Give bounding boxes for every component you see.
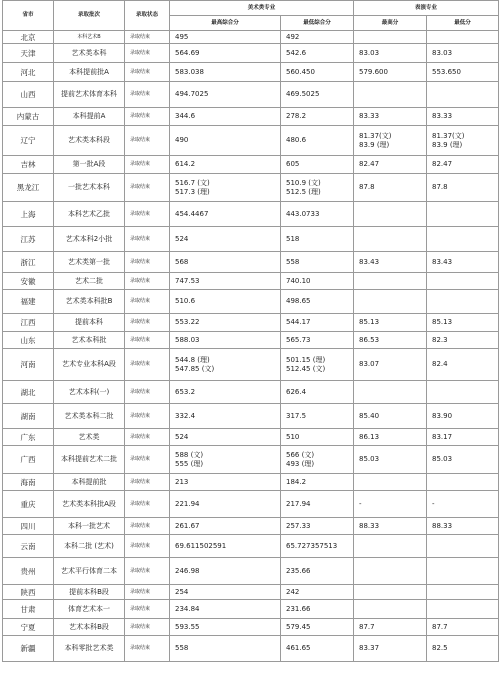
cell-province: 山西 <box>3 82 54 108</box>
cell-art-min: 235.66 <box>281 558 354 585</box>
cell-perf-min: 85.03 <box>427 446 499 474</box>
cell-province: 福建 <box>3 290 54 314</box>
table-row <box>3 202 499 227</box>
cell-perf-max: 82.47 <box>354 156 427 174</box>
cell-province: 新疆 <box>3 636 54 662</box>
cell-province: 宁夏 <box>3 619 54 636</box>
cell-perf-max <box>354 585 427 600</box>
cell-status: 录取结束 <box>125 174 170 202</box>
cell-art-min: 461.65 <box>281 636 354 662</box>
cell-status: 录取结束 <box>125 446 170 474</box>
cell-batch: 艺术二批 <box>54 273 125 290</box>
cell-perf-max <box>354 474 427 491</box>
table-row <box>3 63 499 82</box>
cell-province: 湖北 <box>3 381 54 404</box>
cell-art-min: 217.94 <box>281 491 354 518</box>
cell-art-min: 498.65 <box>281 290 354 314</box>
cell-perf-min: 81.37(文) 83.9 (理) <box>427 126 499 156</box>
cell-art-max: 524 <box>170 429 281 446</box>
cell-art-min: 184.2 <box>281 474 354 491</box>
cell-status: 录取结束 <box>125 636 170 662</box>
cell-art-min: 257.33 <box>281 518 354 535</box>
cell-perf-min: 82.3 <box>427 332 499 349</box>
cell-status: 录取结束 <box>125 619 170 636</box>
cell-batch: 本科提前A <box>54 108 125 126</box>
cell-art-min: 605 <box>281 156 354 174</box>
cell-perf-max: 85.03 <box>354 446 427 474</box>
cell-art-min: 480.6 <box>281 126 354 156</box>
cell-batch: 艺术本科(一) <box>54 381 125 404</box>
cell-batch: 艺术本科批 <box>54 332 125 349</box>
cell-perf-max: 83.43 <box>354 252 427 273</box>
cell-perf-min: 83.17 <box>427 429 499 446</box>
cell-perf-max: 87.7 <box>354 619 427 636</box>
cell-status: 录取结束 <box>125 63 170 82</box>
cell-art-min: 558 <box>281 252 354 273</box>
table-row <box>3 585 499 600</box>
cell-perf-max: 81.37(文) 83.9 (理) <box>354 126 427 156</box>
table-row <box>3 474 499 491</box>
cell-perf-min: 82.5 <box>427 636 499 662</box>
cell-batch: 艺术类第一批 <box>54 252 125 273</box>
table-row <box>3 381 499 404</box>
cell-art-max: 246.98 <box>170 558 281 585</box>
cell-art-max: 588.03 <box>170 332 281 349</box>
cell-batch: 本科一批艺术 <box>54 518 125 535</box>
cell-art-min: 469.5025 <box>281 82 354 108</box>
cell-batch: 艺术本科2小批 <box>54 227 125 252</box>
cell-art-min: 566 (文) 493 (理) <box>281 446 354 474</box>
cell-perf-max <box>354 273 427 290</box>
cell-province: 海南 <box>3 474 54 491</box>
cell-perf-max: 579.600 <box>354 63 427 82</box>
cell-perf-min <box>427 31 499 44</box>
cell-batch: 艺术平行体育二本 <box>54 558 125 585</box>
header-art-max: 最高综合分 <box>170 16 281 31</box>
cell-status: 录取结束 <box>125 227 170 252</box>
cell-status: 录取结束 <box>125 404 170 429</box>
cell-status: 录取结束 <box>125 491 170 518</box>
cell-batch: 提前本科 <box>54 314 125 332</box>
cell-art-min: 443.0733 <box>281 202 354 227</box>
cell-province: 贵州 <box>3 558 54 585</box>
cell-art-max: 490 <box>170 126 281 156</box>
cell-art-min: 565.73 <box>281 332 354 349</box>
cell-perf-min: 83.43 <box>427 252 499 273</box>
cell-province: 河北 <box>3 63 54 82</box>
cell-perf-max: 88.33 <box>354 518 427 535</box>
cell-art-min: 579.45 <box>281 619 354 636</box>
cell-perf-min <box>427 273 499 290</box>
cell-province: 广东 <box>3 429 54 446</box>
cell-province: 湖南 <box>3 404 54 429</box>
table-row <box>3 619 499 636</box>
cell-batch: 本科提前批A <box>54 63 125 82</box>
cell-status: 录取结束 <box>125 474 170 491</box>
cell-perf-max <box>354 600 427 619</box>
cell-perf-max <box>354 558 427 585</box>
table-row <box>3 108 499 126</box>
cell-batch: 艺术专业本科A段 <box>54 349 125 381</box>
cell-art-max: 614.2 <box>170 156 281 174</box>
cell-perf-max <box>354 31 427 44</box>
cell-perf-max: 87.8 <box>354 174 427 202</box>
cell-status: 录取结束 <box>125 290 170 314</box>
table-row <box>3 252 499 273</box>
cell-art-max: 583.038 <box>170 63 281 82</box>
cell-art-max: 69.611502591 <box>170 535 281 558</box>
cell-status: 录取结束 <box>125 273 170 290</box>
cell-status: 录取结束 <box>125 108 170 126</box>
cell-art-min: 626.4 <box>281 381 354 404</box>
cell-province: 云南 <box>3 535 54 558</box>
header-art-min: 最低综合分 <box>281 16 354 31</box>
table-row <box>3 290 499 314</box>
table-row <box>3 156 499 174</box>
header-perf-max: 最高分 <box>354 16 427 31</box>
cell-perf-max: 83.03 <box>354 44 427 63</box>
cell-perf-max <box>354 381 427 404</box>
cell-province: 辽宁 <box>3 126 54 156</box>
cell-batch: 艺术类本科段 <box>54 126 125 156</box>
cell-batch: 第一批A段 <box>54 156 125 174</box>
cell-status: 录取结束 <box>125 558 170 585</box>
cell-perf-min: 85.13 <box>427 314 499 332</box>
cell-batch: 本科零批艺术类 <box>54 636 125 662</box>
table-row <box>3 446 499 474</box>
cell-perf-min: 553.650 <box>427 63 499 82</box>
cell-batch: 艺术类本科批B <box>54 290 125 314</box>
table-body <box>3 31 499 662</box>
cell-art-max: 568 <box>170 252 281 273</box>
cell-batch: 艺术类 <box>54 429 125 446</box>
cell-perf-min <box>427 558 499 585</box>
cell-batch: 提前艺术体育本科 <box>54 82 125 108</box>
cell-art-min: 231.66 <box>281 600 354 619</box>
cell-status: 录取结束 <box>125 381 170 404</box>
cell-art-max: 494.7025 <box>170 82 281 108</box>
cell-province: 山东 <box>3 332 54 349</box>
cell-art-max: 454.4467 <box>170 202 281 227</box>
table-row <box>3 429 499 446</box>
cell-status: 录取结束 <box>125 332 170 349</box>
cell-art-min: 510.9 (文) 512.5 (理) <box>281 174 354 202</box>
cell-art-max: 516.7 (文) 517.3 (理) <box>170 174 281 202</box>
cell-province: 江苏 <box>3 227 54 252</box>
cell-province: 内蒙古 <box>3 108 54 126</box>
cell-status: 录取结束 <box>125 600 170 619</box>
cell-art-min: 65.727357513 <box>281 535 354 558</box>
cell-status: 录取结束 <box>125 518 170 535</box>
cell-art-min: 501.15 (理) 512.45 (文) <box>281 349 354 381</box>
cell-perf-min: 87.8 <box>427 174 499 202</box>
cell-batch: 艺术类本科二批 <box>54 404 125 429</box>
cell-art-max: 593.55 <box>170 619 281 636</box>
cell-perf-max <box>354 535 427 558</box>
cell-art-min: 510 <box>281 429 354 446</box>
cell-perf-max: 86.53 <box>354 332 427 349</box>
table-row <box>3 491 499 518</box>
cell-province: 四川 <box>3 518 54 535</box>
cell-perf-min: 83.03 <box>427 44 499 63</box>
cell-status: 录取结束 <box>125 252 170 273</box>
cell-perf-max: 83.37 <box>354 636 427 662</box>
cell-perf-min: - <box>427 491 499 518</box>
cell-art-max: 524 <box>170 227 281 252</box>
cell-status: 录取结束 <box>125 82 170 108</box>
cell-perf-min: 82.47 <box>427 156 499 174</box>
cell-perf-min: 88.33 <box>427 518 499 535</box>
cell-status: 录取结束 <box>125 429 170 446</box>
cell-art-max: 332.4 <box>170 404 281 429</box>
cell-status: 录取结束 <box>125 156 170 174</box>
cell-status: 录取结束 <box>125 126 170 156</box>
cell-province: 陕西 <box>3 585 54 600</box>
cell-status: 录取结束 <box>125 202 170 227</box>
table-row <box>3 82 499 108</box>
cell-perf-min: 87.7 <box>427 619 499 636</box>
cell-art-max: 510.6 <box>170 290 281 314</box>
cell-province: 上海 <box>3 202 54 227</box>
cell-perf-max <box>354 82 427 108</box>
cell-status: 录取结束 <box>125 44 170 63</box>
table-row <box>3 31 499 44</box>
cell-art-max: 588 (文) 555 (理) <box>170 446 281 474</box>
table-row <box>3 227 499 252</box>
cell-province: 河南 <box>3 349 54 381</box>
cell-batch: 本科艺术乙批 <box>54 202 125 227</box>
cell-perf-min: 82.4 <box>427 349 499 381</box>
cell-art-max: 747.53 <box>170 273 281 290</box>
cell-perf-max <box>354 227 427 252</box>
cell-art-max: 213 <box>170 474 281 491</box>
cell-batch: 本科二批 (艺术) <box>54 535 125 558</box>
cell-perf-min: 83.33 <box>427 108 499 126</box>
cell-perf-min <box>427 202 499 227</box>
table-row <box>3 349 499 381</box>
table-row <box>3 126 499 156</box>
cell-art-min: 518 <box>281 227 354 252</box>
cell-batch: 一批艺术本科 <box>54 174 125 202</box>
cell-art-max: 558 <box>170 636 281 662</box>
cell-perf-min <box>427 474 499 491</box>
cell-perf-max: 85.40 <box>354 404 427 429</box>
cell-perf-min <box>427 290 499 314</box>
cell-art-max: 653.2 <box>170 381 281 404</box>
cell-province: 黑龙江 <box>3 174 54 202</box>
cell-perf-max: - <box>354 491 427 518</box>
cell-perf-max <box>354 202 427 227</box>
cell-perf-max: 83.33 <box>354 108 427 126</box>
cell-province: 甘肃 <box>3 600 54 619</box>
cell-art-min: 242 <box>281 585 354 600</box>
table-row <box>3 535 499 558</box>
table-row <box>3 273 499 290</box>
cell-province: 江西 <box>3 314 54 332</box>
cell-art-max: 553.22 <box>170 314 281 332</box>
cell-perf-max <box>354 290 427 314</box>
cell-province: 浙江 <box>3 252 54 273</box>
table-row <box>3 404 499 429</box>
table-row <box>3 314 499 332</box>
cell-batch: 本科提前批 <box>54 474 125 491</box>
cell-status: 录取结束 <box>125 585 170 600</box>
cell-province: 吉林 <box>3 156 54 174</box>
header-perf-min: 最低分 <box>427 16 499 31</box>
cell-province: 重庆 <box>3 491 54 518</box>
cell-art-max: 261.67 <box>170 518 281 535</box>
cell-art-max: 564.69 <box>170 44 281 63</box>
cell-status: 录取结束 <box>125 349 170 381</box>
cell-art-min: 544.17 <box>281 314 354 332</box>
table-row <box>3 558 499 585</box>
cell-batch: 体育艺术本一 <box>54 600 125 619</box>
cell-province: 天津 <box>3 44 54 63</box>
table-row <box>3 332 499 349</box>
cell-art-min: 560.450 <box>281 63 354 82</box>
cell-batch: 本科提前艺术二批 <box>54 446 125 474</box>
cell-perf-min <box>427 381 499 404</box>
cell-art-min: 278.2 <box>281 108 354 126</box>
cell-perf-min <box>427 535 499 558</box>
table-row <box>3 600 499 619</box>
cell-perf-min <box>427 82 499 108</box>
cell-batch: 艺术类本科 <box>54 44 125 63</box>
header-province: 省市 <box>3 1 54 31</box>
cell-status: 录取结束 <box>125 314 170 332</box>
cell-perf-min: 83.90 <box>427 404 499 429</box>
cell-art-min: 492 <box>281 31 354 44</box>
cell-province: 北京 <box>3 31 54 44</box>
cell-status: 录取结束 <box>125 31 170 44</box>
cell-perf-max: 86.13 <box>354 429 427 446</box>
cell-perf-min <box>427 227 499 252</box>
cell-perf-min <box>427 585 499 600</box>
header-perf-group: 表演专业 <box>354 1 499 16</box>
table-row <box>3 518 499 535</box>
cell-art-max: 234.84 <box>170 600 281 619</box>
table-row <box>3 174 499 202</box>
cell-art-min: 542.6 <box>281 44 354 63</box>
cell-art-min: 317.5 <box>281 404 354 429</box>
cell-art-min: 740.10 <box>281 273 354 290</box>
cell-batch: 艺术本科B段 <box>54 619 125 636</box>
table-header <box>3 1 499 31</box>
table-row <box>3 636 499 662</box>
cell-batch: 艺术类本科批A段 <box>54 491 125 518</box>
cell-art-max: 254 <box>170 585 281 600</box>
cell-perf-min <box>427 600 499 619</box>
cell-batch: 提前本科B段 <box>54 585 125 600</box>
cell-province: 安徽 <box>3 273 54 290</box>
cell-province: 广西 <box>3 446 54 474</box>
header-batch: 录取批次 <box>54 1 125 31</box>
cell-art-max: 544.8 (理) 547.85 (文) <box>170 349 281 381</box>
header-status: 录取状态 <box>125 1 170 31</box>
cell-status: 录取结束 <box>125 535 170 558</box>
cell-perf-max: 83.07 <box>354 349 427 381</box>
cell-art-max: 221.94 <box>170 491 281 518</box>
cell-art-max: 344.6 <box>170 108 281 126</box>
admission-score-table <box>2 0 499 662</box>
cell-batch: 本科艺术B <box>54 31 125 44</box>
cell-art-max: 495 <box>170 31 281 44</box>
table-row <box>3 44 499 63</box>
cell-perf-max: 85.13 <box>354 314 427 332</box>
header-art-group: 美术类专业 <box>170 1 354 16</box>
